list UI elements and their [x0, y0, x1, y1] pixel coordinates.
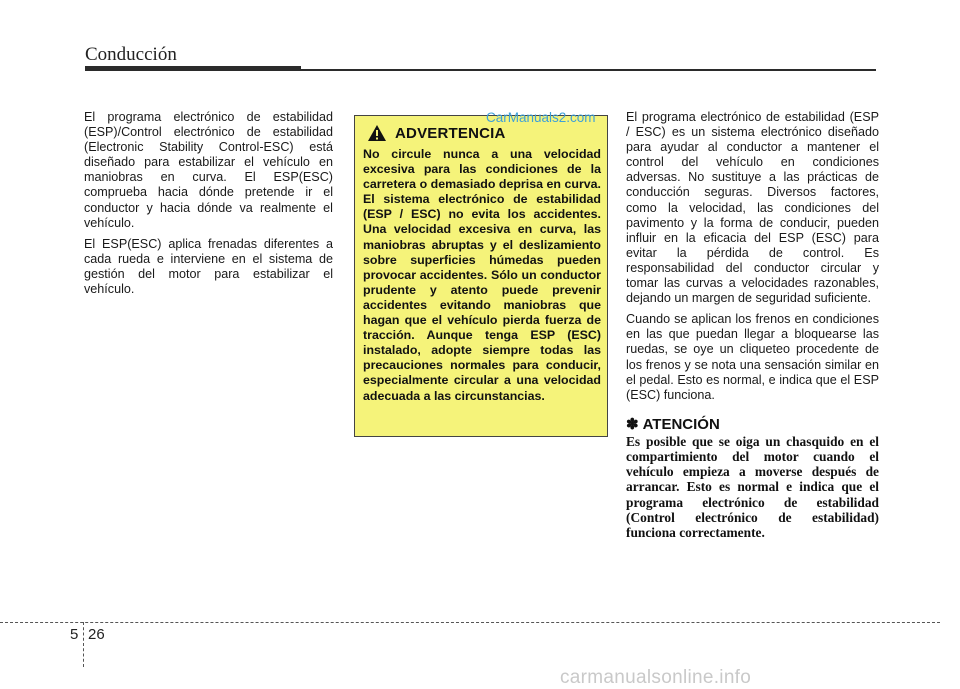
- page-title: Conducción: [85, 44, 177, 65]
- attention-body: Es posible que se oiga un chasquido en el compartimiento del motor cuando el vehículo empieza a moverse después de arrancar. Esto es normal e indica que el programa electrónico de estabilidad (Control electrónico de estabilidad) funciona correctamente.: [626, 433, 879, 541]
- header-rule-thick: [85, 66, 301, 71]
- warning-header: [367, 124, 506, 142]
- header-rule-thin: [301, 69, 876, 71]
- warning-box: [354, 115, 608, 437]
- attention-star-icon: ✽: [626, 415, 639, 433]
- watermark-bottom[interactable]: carmanualsonline.info: [560, 667, 752, 688]
- footer-page-separator: [83, 622, 84, 667]
- warning-body: No circule nunca a una velocidad excesiva para las condiciones de la carretera o demasiado deprisa en curva. El sistema electrónico de estabilidad (ESP / ESC) no evita los accidentes. Una velocidad excesiva en curva, las maniobras abruptas y el deslizamiento sobre superficies húmedas pueden provocar accidentes. Sólo un conductor prudente y atento puede prevenir accidentes evitando maniobras que hagan que el vehículo pierda fuerza de tracción. Aunque tenga ESP (ESC) instalado, adopte siempre todas las precauciones normales para conducir, especialmente circular a una velocidad adecuada a las circunstancias.: [363, 147, 601, 403]
- attention-title: ATENCIÓN: [642, 415, 720, 433]
- left-paragraph-1: El programa electrónico de estabilidad (ESP)/Control electrónico de estabilidad (Electronic Stability Control-ESC) está diseñado para estabilizar el vehículo en maniobras en curva. El ESP(ESC) comprueba hacia dónde pretende ir el conductor y hacia dónde va realmente el vehículo.: [84, 110, 333, 230]
- chapter-number: 5: [70, 626, 79, 643]
- left-column: [84, 110, 333, 303]
- attention-heading: [626, 417, 879, 432]
- left-paragraph-2: El ESP(ESC) aplica frenadas diferentes a cada rueda e interviene en el sistema de gestión del motor para estabilizar el vehículo.: [84, 236, 333, 297]
- right-column: [626, 110, 879, 540]
- watermark-top[interactable]: CarManuals2.com: [486, 110, 596, 125]
- warning-title: ADVERTENCIA: [395, 124, 506, 142]
- page-number: 26: [88, 626, 105, 643]
- right-paragraph-2: Cuando se aplican los frenos en condiciones en las que puedan llegar a bloquearse las ruedas, se oye un cliqueteo procedente de los frenos y se nota una sensación similar en el pedal. Esto es normal, e indica que el ESP (ESC) funciona.: [626, 312, 879, 402]
- footer-divider: [0, 622, 940, 623]
- right-paragraph-1: El programa electrónico de estabilidad (ESP / ESC) es un sistema electrónico diseñado para ayudar al conductor a mantener el control del vehículo en condiciones adversas. No sustituye a las prácticas de conducción seguras. Diversos factores, como la velocidad, las condiciones del pavimento y la forma de conducir, pueden influir en la eficacia del ESP (ESC) para evitar la pérdida de control. Es responsabilidad del conductor circular y tomar las curvas a velocidades razonables, dejando un margen de seguridad suficiente.: [626, 110, 879, 306]
- warning-triangle-icon: [367, 124, 387, 142]
